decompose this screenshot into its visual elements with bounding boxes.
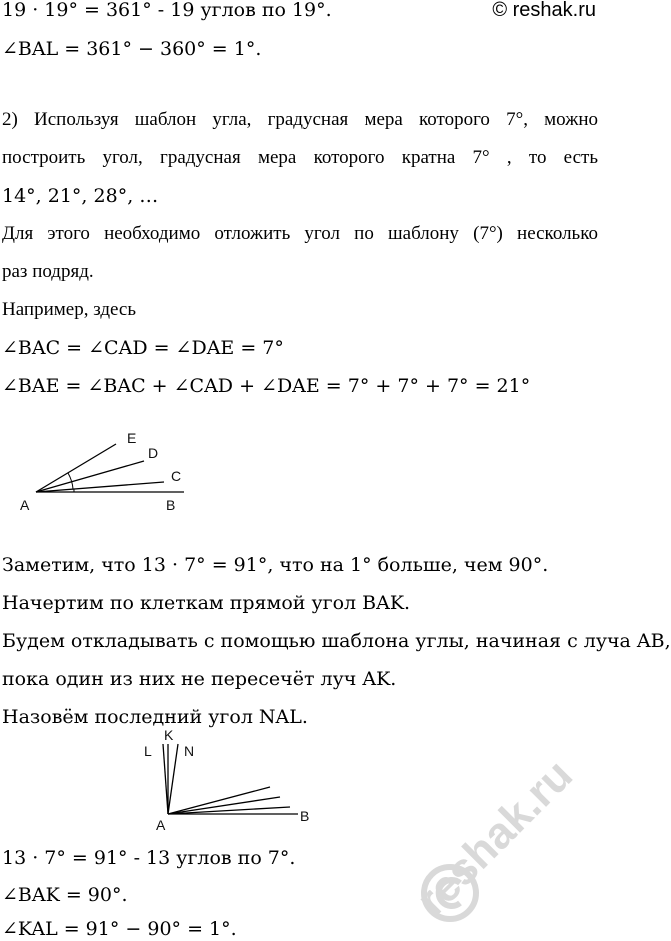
angle-mark-2 bbox=[72, 481, 74, 489]
text-line-14: пока один из них не пересечёт луч AK. bbox=[2, 668, 397, 690]
label-a: A bbox=[156, 817, 166, 833]
text-line-17: ∠BAK = 90°. bbox=[2, 884, 128, 906]
text-line-8: Например, здесь bbox=[2, 299, 137, 320]
text-line-12: Начертим по клеткам прямой угол BAK. bbox=[2, 592, 411, 614]
label-c: C bbox=[171, 468, 182, 484]
text-line-5: 14°, 21°, 28°, … bbox=[2, 185, 159, 207]
text-line-1: 19 · 19° = 361° - 19 углов по 19°. bbox=[2, 0, 332, 21]
text-line-9: ∠BAC = ∠CAD = ∠DAE = 7° bbox=[2, 337, 284, 359]
ray-al bbox=[163, 744, 168, 814]
text-line-10: ∠BAE = ∠BAC + ∠CAD + ∠DAE = 7° + 7° + 7° = 21° bbox=[2, 375, 531, 397]
label-d: D bbox=[148, 445, 159, 461]
angle-diagram-bak bbox=[130, 722, 330, 832]
text-line-3: 2) Используя шаблон угла, градусная мера которого 7°, можно bbox=[2, 109, 598, 130]
label-a: A bbox=[20, 497, 30, 513]
text-line-11: Заметим, что 13 · 7° = 91°, что на 1° больше, чем 90°. bbox=[2, 554, 549, 576]
label-k: K bbox=[164, 727, 174, 743]
ray-1 bbox=[168, 807, 290, 814]
text-line-6: Для этого необходимо отложить угол по шаблону (7°) несколько bbox=[2, 223, 598, 244]
label-b: B bbox=[166, 497, 176, 513]
watermark bbox=[380, 745, 600, 941]
watermark-text: reshak.ru bbox=[407, 750, 583, 926]
ray-ae bbox=[36, 444, 116, 492]
text-line-4: построить угол, градусная мера которого кратна 7° , то есть bbox=[2, 147, 598, 168]
ray-an bbox=[168, 744, 178, 814]
text-line-15: Назовём последний угол NAL. bbox=[2, 706, 308, 728]
text-line-16: 13 · 7° = 91° - 13 углов по 7°. bbox=[2, 847, 296, 869]
text-line-18: ∠KAL = 91° − 90° = 1°. bbox=[2, 918, 237, 940]
angle-diagram-bae bbox=[0, 400, 260, 530]
watermark-copyright-circle bbox=[424, 867, 476, 919]
label-n: N bbox=[184, 743, 195, 759]
text-line-7: раз подряд. bbox=[2, 261, 94, 282]
label-e: E bbox=[127, 430, 137, 446]
text-line-2: ∠BAL = 361° − 360° = 1°. bbox=[2, 38, 262, 60]
watermark-c-glyph bbox=[439, 880, 460, 906]
label-b: B bbox=[300, 808, 310, 824]
text-line-13: Будем откладывать с помощью шаблона углы, начиная с луча AB, bbox=[2, 630, 671, 652]
copyright-notice: © reshak.ru bbox=[492, 0, 596, 21]
label-l: L bbox=[144, 743, 152, 759]
angle-mark-3 bbox=[68, 473, 72, 481]
